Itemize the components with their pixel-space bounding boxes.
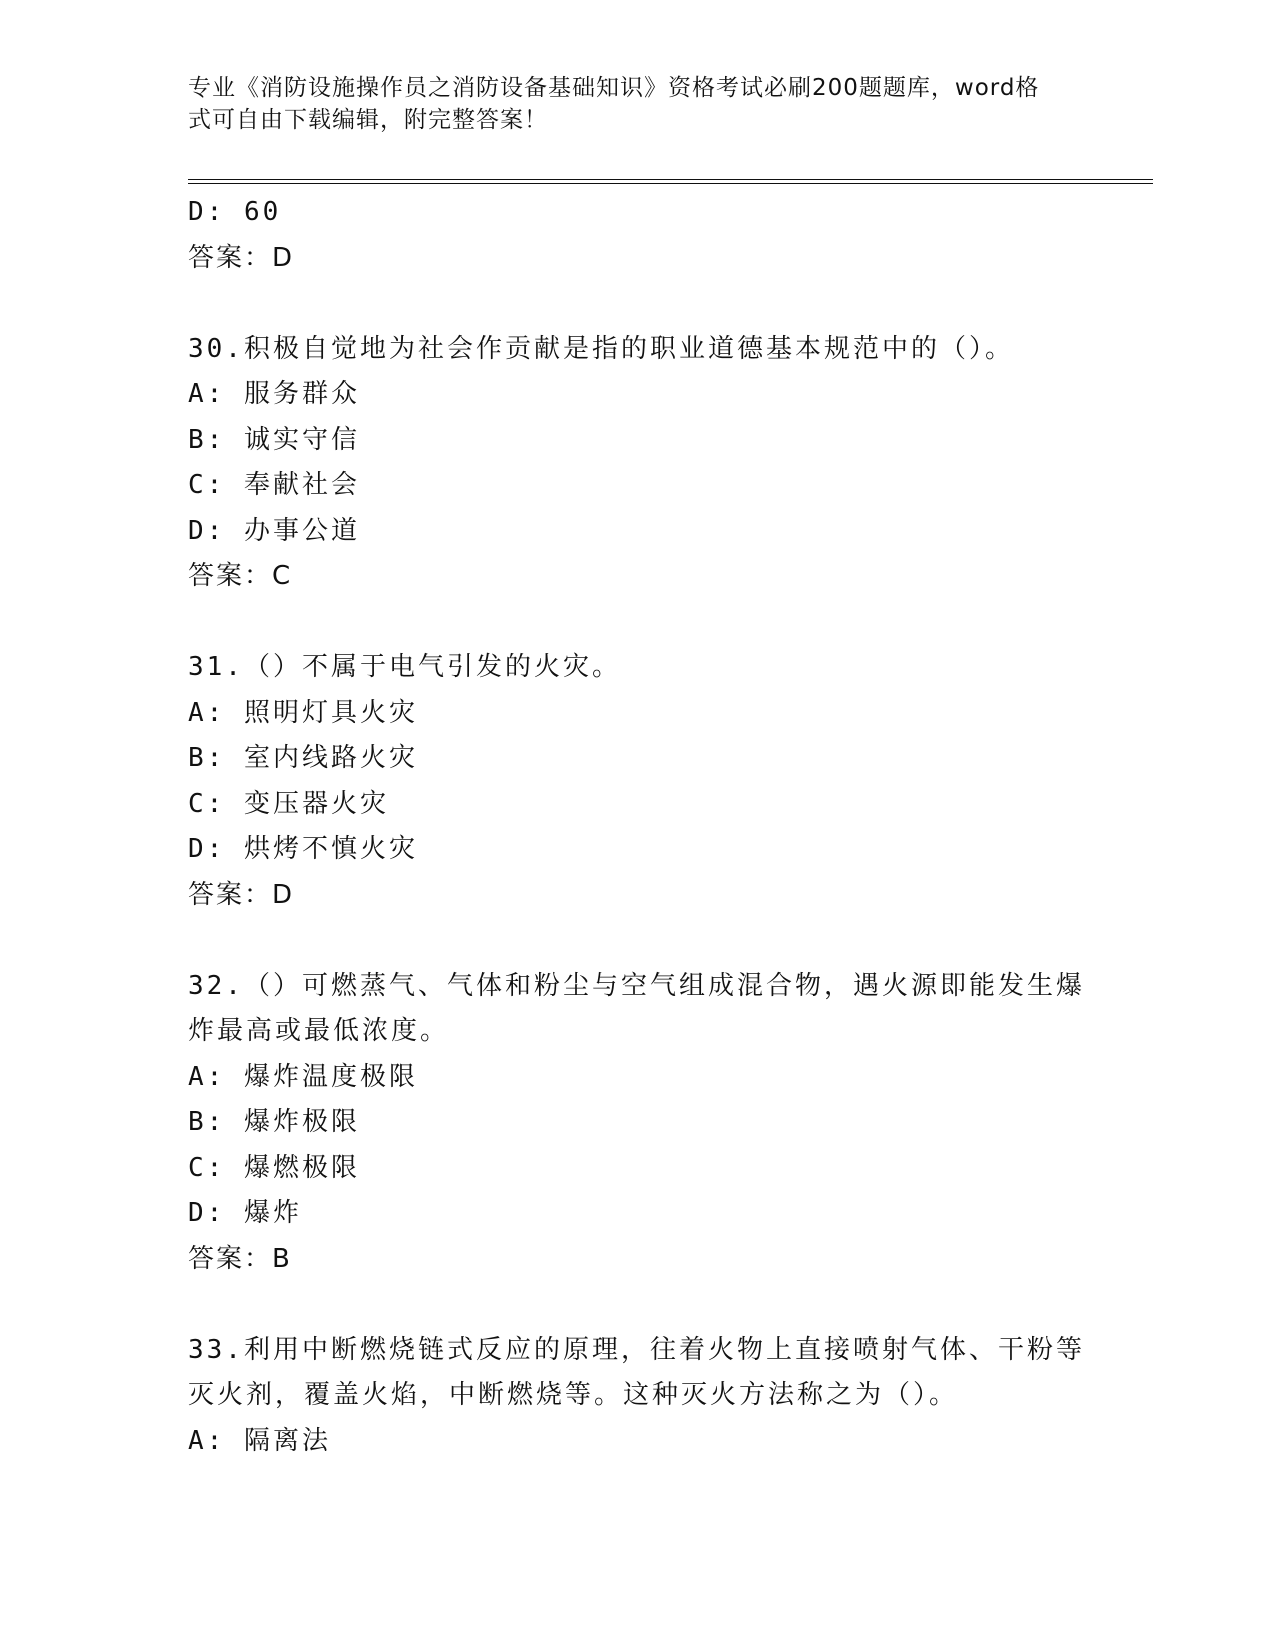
question-stem: 33.利用中断燃烧链式反应的原理，往着火物上直接喷射气体、干粉等 <box>188 1334 1085 1365</box>
option-d: D: 办事公道 <box>188 515 360 546</box>
option-c: C: 奉献社会 <box>188 470 360 500</box>
option-a: A: 隔离法 <box>188 1425 331 1456</box>
answer-line: 答案：D <box>188 242 295 273</box>
question-32 <box>188 964 1088 1283</box>
question-stem-continued: 灭火剂，覆盖火焰，中断燃烧等。这种灭火方法称之为（）。 <box>188 1380 959 1410</box>
question-30 <box>188 327 1088 600</box>
option-d: D: 爆炸 <box>188 1198 302 1228</box>
question-stem: 32.（）可燃蒸气、气体和粉尘与空气组成混合物，遇火源即能发生爆 <box>188 970 1085 1001</box>
answer-line: 答案：B <box>188 1243 292 1274</box>
header-divider-bottom <box>188 183 1153 184</box>
option-b: B: 室内线路火灾 <box>188 743 418 773</box>
question-list <box>188 190 1088 1464</box>
spacer <box>188 600 1088 646</box>
spacer <box>188 281 1088 327</box>
spacer <box>188 1282 1088 1328</box>
answer-line: 答案：C <box>188 561 293 591</box>
document-header <box>188 72 1068 136</box>
header-divider-top <box>188 179 1153 180</box>
option-a: A: 照明灯具火灾 <box>188 697 418 728</box>
question-33 <box>188 1328 1088 1465</box>
question-31 <box>188 645 1088 918</box>
spacer <box>188 918 1088 964</box>
option-c: C: 变压器火灾 <box>188 788 389 819</box>
option-a: A: 服务群众 <box>188 379 360 409</box>
header-title-line-1: 专业《消防设施操作员之消防设备基础知识》资格考试必刷200题题库，word格 <box>188 75 1040 101</box>
option-a: A: 爆炸温度极限 <box>188 1061 418 1092</box>
question-stem-continued: 炸最高或最低浓度。 <box>188 1016 450 1046</box>
option-c: C: 爆燃极限 <box>188 1152 360 1183</box>
header-title-line-2: 式可自由下载编辑，附完整答案！ <box>188 107 548 133</box>
question-stem: 30.积极自觉地为社会作贡献是指的职业道德基本规范中的（）。 <box>188 333 1014 364</box>
option-d: D: 60 <box>188 197 282 227</box>
option-b: B: 诚实守信 <box>188 424 360 455</box>
answer-line: 答案：D <box>188 879 295 910</box>
option-b: B: 爆炸极限 <box>188 1107 360 1137</box>
option-d: D: 烘烤不慎火灾 <box>188 834 418 864</box>
question-stem: 31.（）不属于电气引发的火灾。 <box>188 652 621 682</box>
question-29-tail <box>188 190 1088 281</box>
